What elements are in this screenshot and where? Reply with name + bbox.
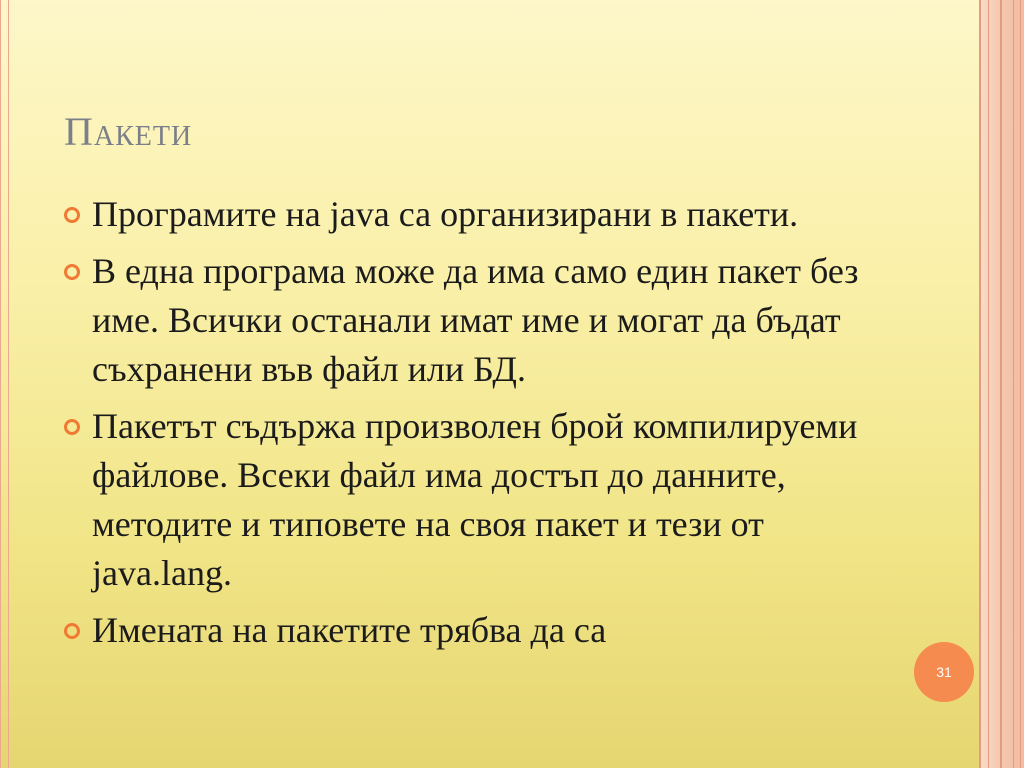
right-stripe (979, 0, 981, 768)
bullet-item (64, 190, 894, 239)
bullet-item (64, 247, 894, 394)
right-stripe (1020, 0, 1021, 768)
page-number-badge: 31 (914, 642, 974, 702)
bullet-text: Програмите на java са организирани в пакети. (92, 194, 799, 234)
right-decorative-band (980, 0, 1024, 768)
bullet-circle-icon (64, 623, 80, 639)
bullet-text: Имената на пакетите трябва да са (92, 610, 607, 650)
bullet-item (64, 402, 894, 598)
left-frame-line (8, 0, 9, 768)
right-stripe (1013, 0, 1014, 768)
bullet-circle-icon (64, 207, 80, 223)
bullet-list (64, 190, 894, 663)
bullet-text: В една програма може да има само един пакет без име. Всички останали имат име и могат да бъдат съхранени във файл или БД. (92, 251, 859, 389)
bullet-text: Пакетът съдържа произволен брой компилируеми файлове. Всеки файл има достъп до данните, методите и типовете на своя пакет и тези от java.lang. (92, 406, 858, 593)
right-stripe (1000, 0, 1002, 768)
bullet-circle-icon (64, 264, 80, 280)
left-frame-line (0, 0, 1, 768)
bullet-item (64, 606, 894, 655)
right-stripe (988, 0, 989, 768)
bullet-circle-icon (64, 419, 80, 435)
slide-title: Пакети (64, 109, 193, 154)
